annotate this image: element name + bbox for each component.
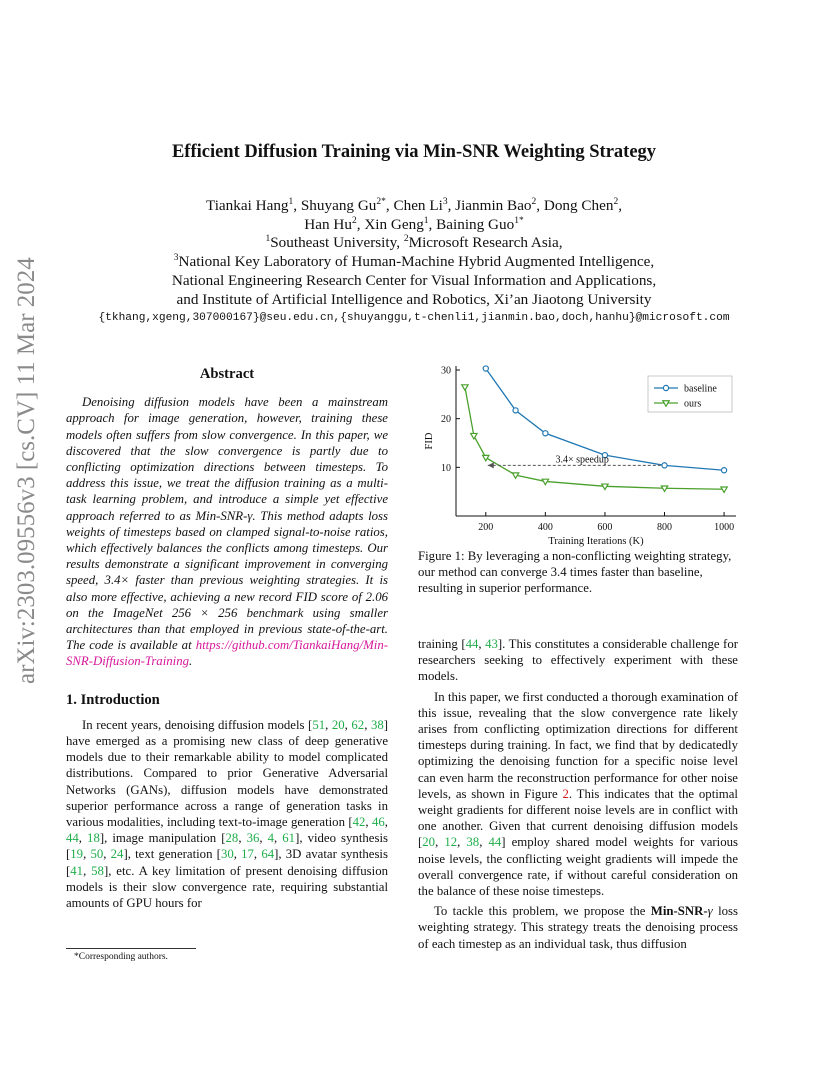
- arrow-head: [488, 462, 494, 468]
- data-point: [483, 455, 489, 460]
- paper-title: Efficient Diffusion Training via Min-SNR Weighting Strategy: [171, 142, 657, 162]
- data-point: [513, 408, 518, 413]
- x-tick-label: 200: [478, 522, 494, 533]
- left-column: [66, 366, 388, 911]
- data-point: [543, 431, 548, 436]
- y-tick-label: 20: [441, 414, 451, 426]
- speedup-label: 3.4× speedup: [555, 454, 609, 466]
- footnote: *Corresponding authors.: [74, 952, 168, 962]
- abstract-heading: Abstract: [199, 366, 255, 382]
- continued-paragraph: training [44, 43]. This constitutes a considerable challenge for researchers seeking to effectively experiment with these models.: [418, 637, 738, 684]
- author-list: Tiankai Hang$^1$, Shuyang $Gu^{2*}$, Chen Li$^3$, Jianmin Bao$^2$, Dong Chen$^2$, Han Hu$^2$, Xin Geng$^1$, Baining Guo$^{1*}$: [205, 196, 623, 233]
- data-point: [602, 484, 608, 489]
- data-point: [483, 366, 488, 371]
- right-column: [418, 636, 738, 952]
- data-point: [721, 468, 726, 473]
- paragraph-method: In this paper, we first conducted a thorough examination of this issue, revealing that the slow convergence rate likely arises from conflicting optimization directions for different timesteps during training. In fact, we find that by dedicatedly optimizing the denoising function for a specific noise level can even harm the reconstruction performance for other noise levels, as shown in Figure 2. This indicates that the optimal weight gradients for different noise levels are in conflict with one another. Given that current denoising diffusion models [20, 12, 38, 44] employ shared model weights for various noise levels, the conflicting weight gradients will impede the overall convergence rate, if without careful consideration on the balance of these noise timesteps.: [418, 689, 739, 899]
- x-tick-label: 600: [597, 522, 613, 533]
- fid-chart: [418, 358, 748, 548]
- paragraph-proposal: To tackle this problem, we propose the Min-SNR-γ loss weighting strategy. This strategy treats the denoising process of each timestep as an individual task, thus diffusion: [418, 904, 738, 951]
- abstract-text: Denoising diffusion models have been a mainstream approach for image generation, however, training these models often suffers from slow convergence. In this paper, we discovered that the slow convergence is partly due to conflicting optimization directions between timesteps. To address this issue, we treat the diffusion training as a multi-task learning problem, and introduce a simple yet effective approach referred to as Min-SNR-γ. This method adapts loss weights of timesteps based on clamped signal-to-noise ratios, which effectively balances the conflicts among timesteps. Our results demonstrate a significant improvement in converging speed, 3.4× faster than previous weighting strategies. It is also more effective, achieving a new record FID score of 2.06 on the ImageNet 256 × 256 benchmark using smaller architectures than that employed in previous state-of-the-art. The code is available at https://github.com/TiankaiHang/Min-SNR-Diffusion-Training.: [66, 395, 388, 669]
- code-link[interactable]: https://github.com/TiankaiHang/Min-SNR-Diffusion-Training: [66, 638, 388, 669]
- data-point: [662, 463, 667, 468]
- x-axis-title: Training Iterations (K): [548, 536, 644, 547]
- data-point: [721, 487, 727, 492]
- y-tick-label: 10: [441, 462, 451, 474]
- y-axis-title: FID: [424, 432, 435, 450]
- x-tick-label: 400: [537, 522, 553, 533]
- introduction-heading: 1. Introduction: [66, 691, 160, 708]
- data-point: [462, 385, 468, 390]
- author-emails: {tkhang,xgeng,307000167}@seu.edu.cn,{shuyanggu,t-chenli1,jianmin.bao,doch,hanhu}@microsoft.com: [98, 312, 730, 324]
- data-point: [663, 385, 668, 390]
- y-tick-label: 30: [441, 365, 451, 377]
- data-point: [542, 479, 548, 484]
- arxiv-identifier: arXiv:2303.09556v3 [cs.CV] 11 Mar 2024: [13, 257, 40, 684]
- footnote-rule: [66, 948, 196, 949]
- legend-label: ours: [684, 398, 702, 410]
- intro-paragraph: In recent years, denoising diffusion models [51, 20, 62, 38] have emerged as a promising new class of deep generative models due to their remarkable ability to model complicated distributions. Compared to prior Generative Adversarial Networks (GANs), diffusion models have demonstrated superior performance across a range of generation tasks in various modalities, including text-to-image generation [42, 46, 44, 18], image manipulation [28, 36, 4, 61], video synthesis [19, 50, 24], text generation [30, 17, 64], 3D avatar synthesis [41, 58], etc. A key limitation of present denoising diffusion models is their slow convergence rate, requiring substantial amounts of GPU hours for: [66, 717, 389, 911]
- affiliations: $^1$Southeast University, $^2$Microsoft Research Asia, $^3$National Key Laboratory of Human-Machine Hybrid Augmented Intelligence, National Engineering Research Center for Visual Information and Applications, and Institute of Artificial Intelligence and Robotics, Xi’an Jiaotong University: [171, 233, 657, 308]
- data-point: [471, 433, 477, 438]
- data-point: [661, 486, 667, 491]
- x-tick-label: 800: [657, 522, 673, 533]
- figure-caption: Figure 1: By leveraging a non-conflicting weighting strategy, our method can converge 3.4 times faster than baseline, resulting in superior performance.: [418, 549, 732, 596]
- legend-label: baseline: [684, 383, 717, 395]
- x-tick-label: 1000: [714, 522, 735, 533]
- data-point: [512, 473, 518, 478]
